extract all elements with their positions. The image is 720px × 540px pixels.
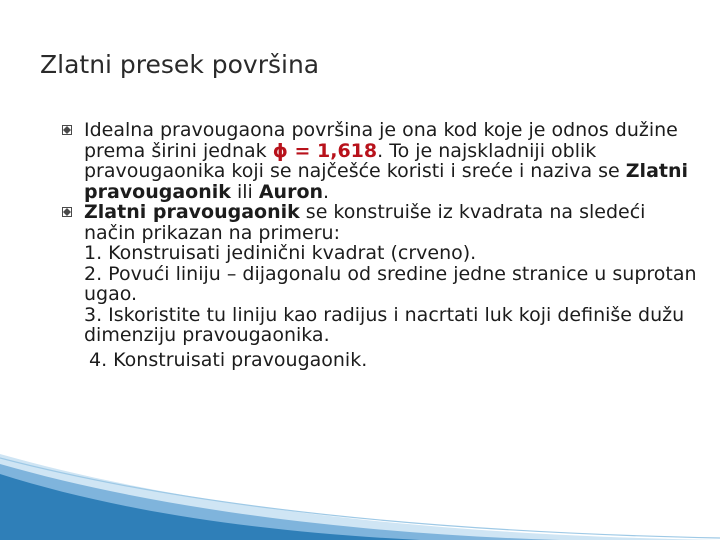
slide-title: Zlatni presek površina [40,50,320,79]
bullet-list [62,120,702,370]
diamond-bullet-icon [62,207,72,217]
bullet1-end: . [323,180,330,203]
step-4: 4. Konstruisati pravougaonik. [89,348,368,371]
bullet-item-golden-ratio [62,120,702,202]
bullet2-intro: se konstruiše iz kvadrata na sledeći način prikazan na primeru: [84,201,646,244]
term-auron: Auron [258,180,324,203]
bullet1-or: ili [230,180,259,203]
step-2: 2. Povući liniju – dijagonalu od sredine jedne stranice u suprotan ugao. [84,262,697,305]
bullet1-text-cont: . To je najskladniji oblik pravougaonika koji se najčešće koristi i sreće i naziva se [84,139,626,182]
decorative-swoosh [0,450,720,540]
step-3: 3. Iskoristite tu liniju kao radijus i nacrtati luk koji definiše dužu dimenziju pravougaonika. [84,303,685,346]
term-zlatni-pravougaonik-2: Zlatni pravougaonik [84,201,300,223]
diamond-bullet-icon [62,125,72,135]
term-zlatni-pravougaonik: Zlatni pravougaonik [84,160,689,203]
bullet1-text: Idealna pravougaona površina je ona kod koje je odnos dužine prema širini jednak [84,119,678,162]
bullet-item-construction [62,202,702,370]
phi-equation: ϕ = 1,618 [272,139,378,162]
step-1: 1. Konstruisati jedinični kvadrat (crveno). [84,242,477,264]
